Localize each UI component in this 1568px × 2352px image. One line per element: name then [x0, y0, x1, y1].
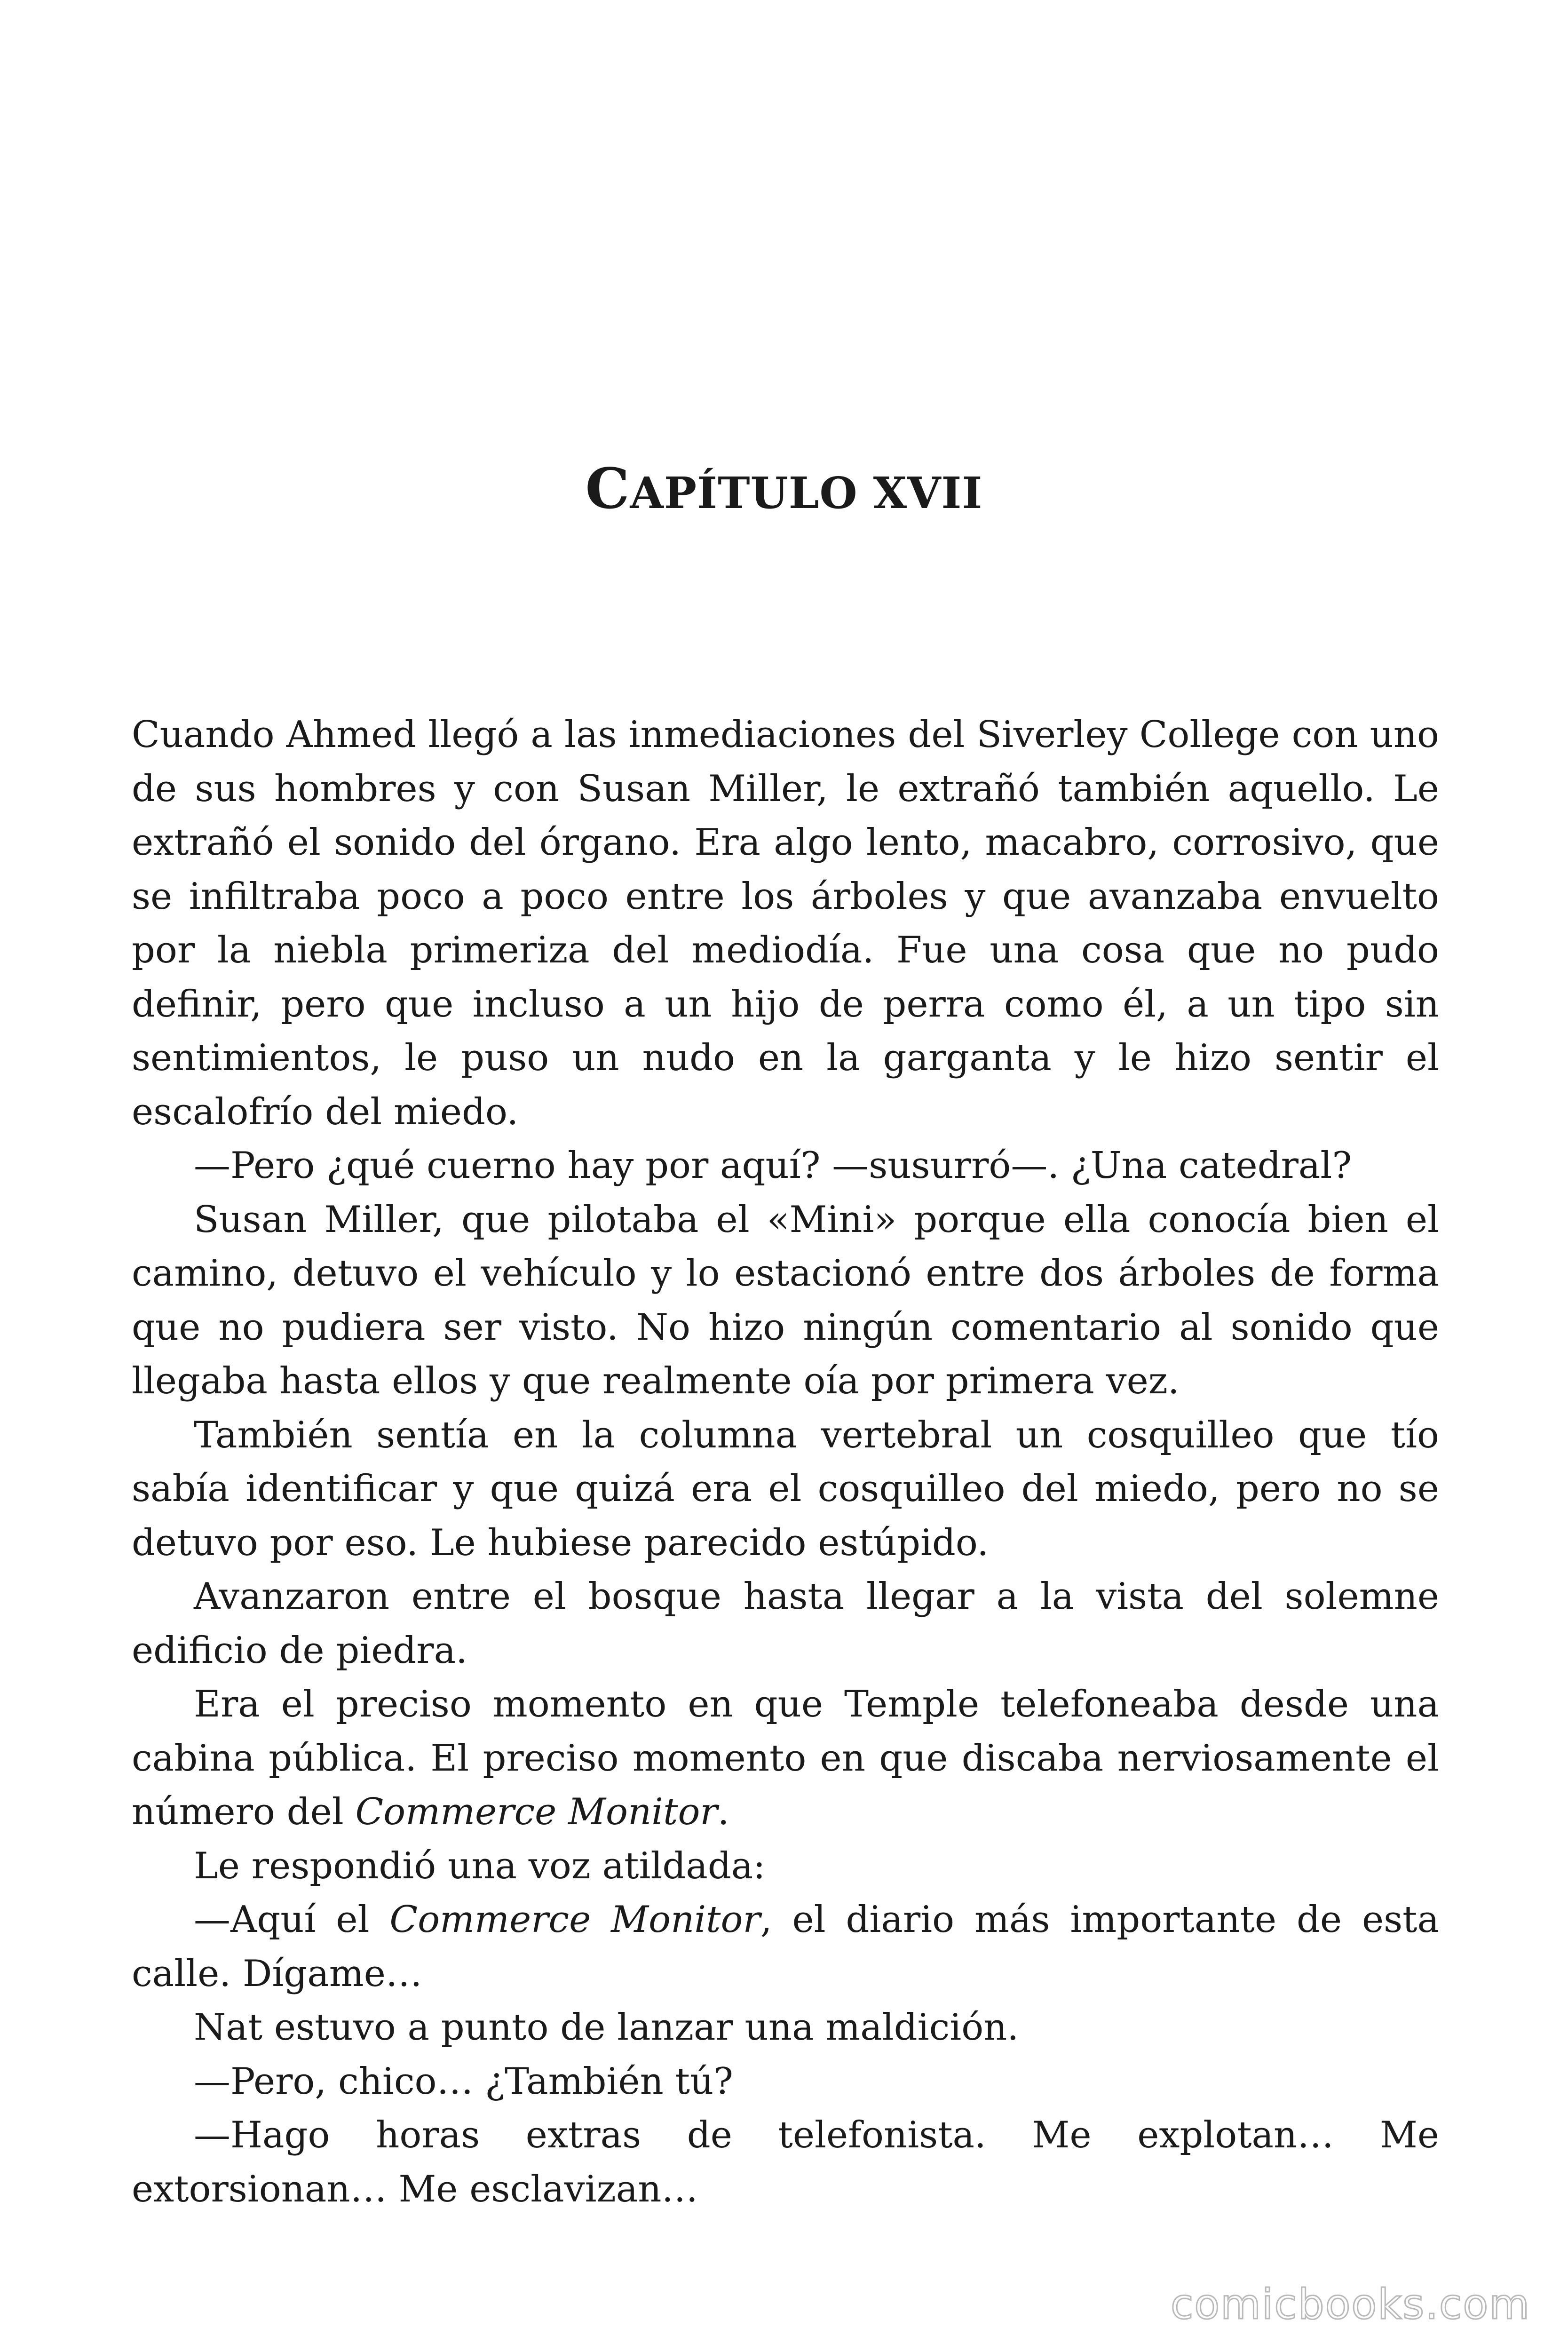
paragraph-2: —Pero ¿qué cuerno hay por aquí? —susurró—. ¿Una catedral? [194, 1144, 1352, 1187]
newspaper-name: Commerce Monitor [389, 1899, 760, 1941]
paragraph-8-text-b: , el diario más importante de esta calle. Dígame… [132, 1899, 1440, 1995]
paragraph-7: Le respondió una voz atildada: [194, 1844, 766, 1887]
paragraph-3: Susan Miller, que pilotaba el «Mini» porque ella conocía bien el camino, detuvo el vehículo y lo estacionó entre dos árboles de forma que no pudiera ser visto. No hizo ningún comentario al sonido que llegaba hasta ellos y que realmente oía por primera vez. [132, 1198, 1439, 1402]
paragraph-1: Cuando Ahmed llegó a las inmediaciones del Siverley College con uno de sus hombres y con Susan Miller, le extrañó también aquello. Le extrañó el sonido del órgano. Era algo lento, macabro, corrosivo, que se infiltraba poco a poco entre los árboles y que avanzaba envuelto por la niebla primeriza del mediodía. Fue una cosa que no pudo definir, pero que incluso a un hijo de perra como él, a un tipo sin sentimientos, le puso un nudo en la garganta y le hizo sentir el escalofrío del miedo. [132, 714, 1439, 1133]
paragraph-8-text-a: —Aquí el [194, 1899, 390, 1941]
chapter-title [0, 456, 1568, 521]
chapter-title-small-caps: APÍTULO XVII [630, 468, 983, 518]
paragraph-6 [132, 1677, 1439, 1839]
watermark: comicbooks.com [1170, 2280, 1530, 2328]
paragraph-10: —Pero, chico… ¿También tú? [194, 2060, 733, 2103]
paragraph-11: —Hago horas extras de telefonista. Me explotan… Me extorsionan… Me esclavizan… [132, 2114, 1439, 2210]
paragraph-9: Nat estuvo a punto de lanzar una maldición. [194, 2006, 1019, 2049]
newspaper-name: Commerce Monitor [355, 1791, 718, 1833]
body-text [132, 708, 1439, 2216]
paragraph-6-text-b: . [717, 1791, 729, 1833]
chapter-title-capital: C [585, 456, 630, 521]
paragraph-8 [132, 1893, 1439, 2001]
paragraph-5: Avanzaron entre el bosque hasta llegar a la vista del solemne edificio de piedra. [132, 1575, 1439, 1672]
paragraph-6-text-a: Era el preciso momento en que Temple telefoneaba desde una cabina pública. El preciso momento en que discaba nerviosamente el número del [132, 1683, 1439, 1833]
paragraph-4: También sentía en la columna vertebral un cosquilleo que tío sabía identificar y que quizá era el cosquilleo del miedo, pero no se detuvo por eso. Le hubiese parecido estúpido. [132, 1414, 1439, 1564]
